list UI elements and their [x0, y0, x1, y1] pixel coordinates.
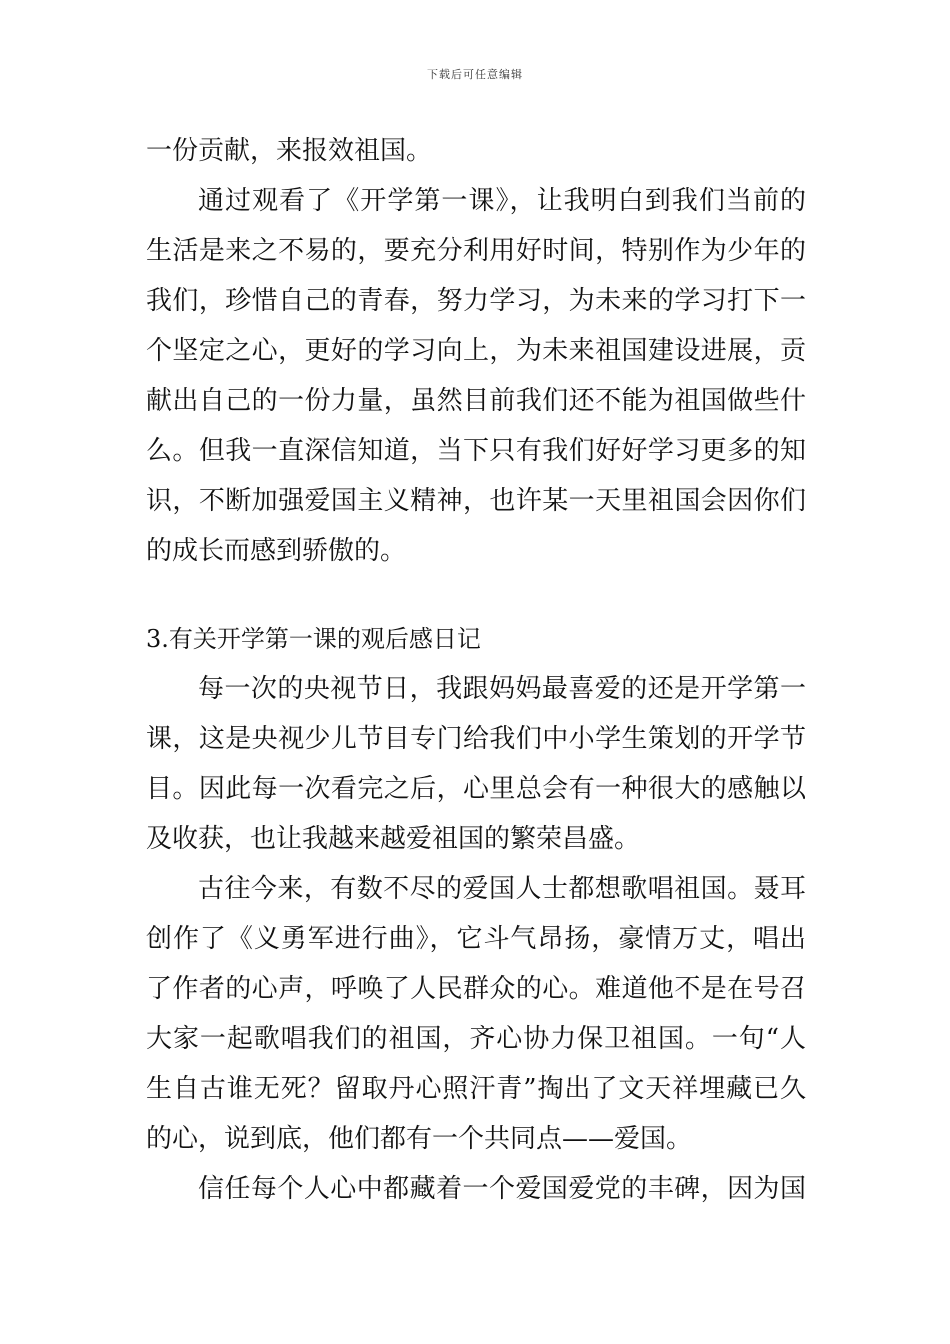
section-heading: 3.有关开学第一课的观后感日记 [146, 625, 481, 653]
text-line: 创作了《义勇军进行曲》，它斗气昂扬，豪情万丈，唱出 [146, 924, 806, 954]
text-line: 么。但我一直深信知道，当下只有我们好好学习更多的知 [146, 436, 806, 466]
text-line: 我们，珍惜自己的青春，努力学习，为未来的学习打下一 [146, 286, 806, 316]
text-line: 个坚定之心，更好的学习向上，为未来祖国建设进展，贡 [146, 336, 806, 366]
text-line: 每一次的央视节日，我跟妈妈最喜爱的还是开学第一 [198, 674, 806, 704]
text-line: 了作者的心声，呼唤了人民群众的心。难道他不是在号召 [146, 974, 806, 1004]
text-line: 及收获，也让我越来越爱祖国的繁荣昌盛。 [146, 824, 641, 854]
text-line: 信任每个人心中都藏着一个爱国爱党的丰碑，因为国 [198, 1174, 806, 1204]
text-line: 的心，说到底，他们都有一个共同点——爱国。 [146, 1124, 693, 1154]
text-line: 生活是来之不易的，要充分利用好时间，特别作为少年的 [146, 236, 806, 266]
paragraph-intro [146, 664, 806, 864]
text-line: 一份贡献，来报效祖国。 [146, 136, 433, 166]
document-body [146, 126, 806, 1214]
text-line: 献出自己的一份力量，虽然目前我们还不能为祖国做些什 [146, 386, 806, 416]
text-line: 目。因此每一次看完之后，心里总会有一种很大的感触以 [146, 774, 806, 804]
text-line: 大家一起歌唱我们的祖国，齐心协力保卫祖国。一句“人 [146, 1024, 806, 1054]
section-spacer [146, 576, 806, 614]
text-line: 的成长而感到骄傲的。 [146, 536, 407, 566]
text-line: 识，不断加强爱国主义精神，也许某一天里祖国会因你们 [146, 486, 806, 516]
paragraph-continuation [146, 126, 806, 176]
paragraph-reflection [146, 176, 806, 576]
text-line: 古往今来，有数不尽的爱国人士都想歌唱祖国。聂耳 [198, 874, 806, 904]
paragraph-history [146, 864, 806, 1164]
text-line: 通过观看了《开学第一课》，让我明白到我们当前的 [198, 186, 806, 216]
text-line: 课，这是央视少儿节目专门给我们中小学生策划的开学节 [146, 724, 806, 754]
paragraph-belief [146, 1164, 806, 1214]
page-header: 下载后可任意编辑 [427, 68, 523, 81]
text-line: 生自古谁无死？留取丹心照汗青”掏出了文天祥埋藏已久 [146, 1074, 806, 1104]
